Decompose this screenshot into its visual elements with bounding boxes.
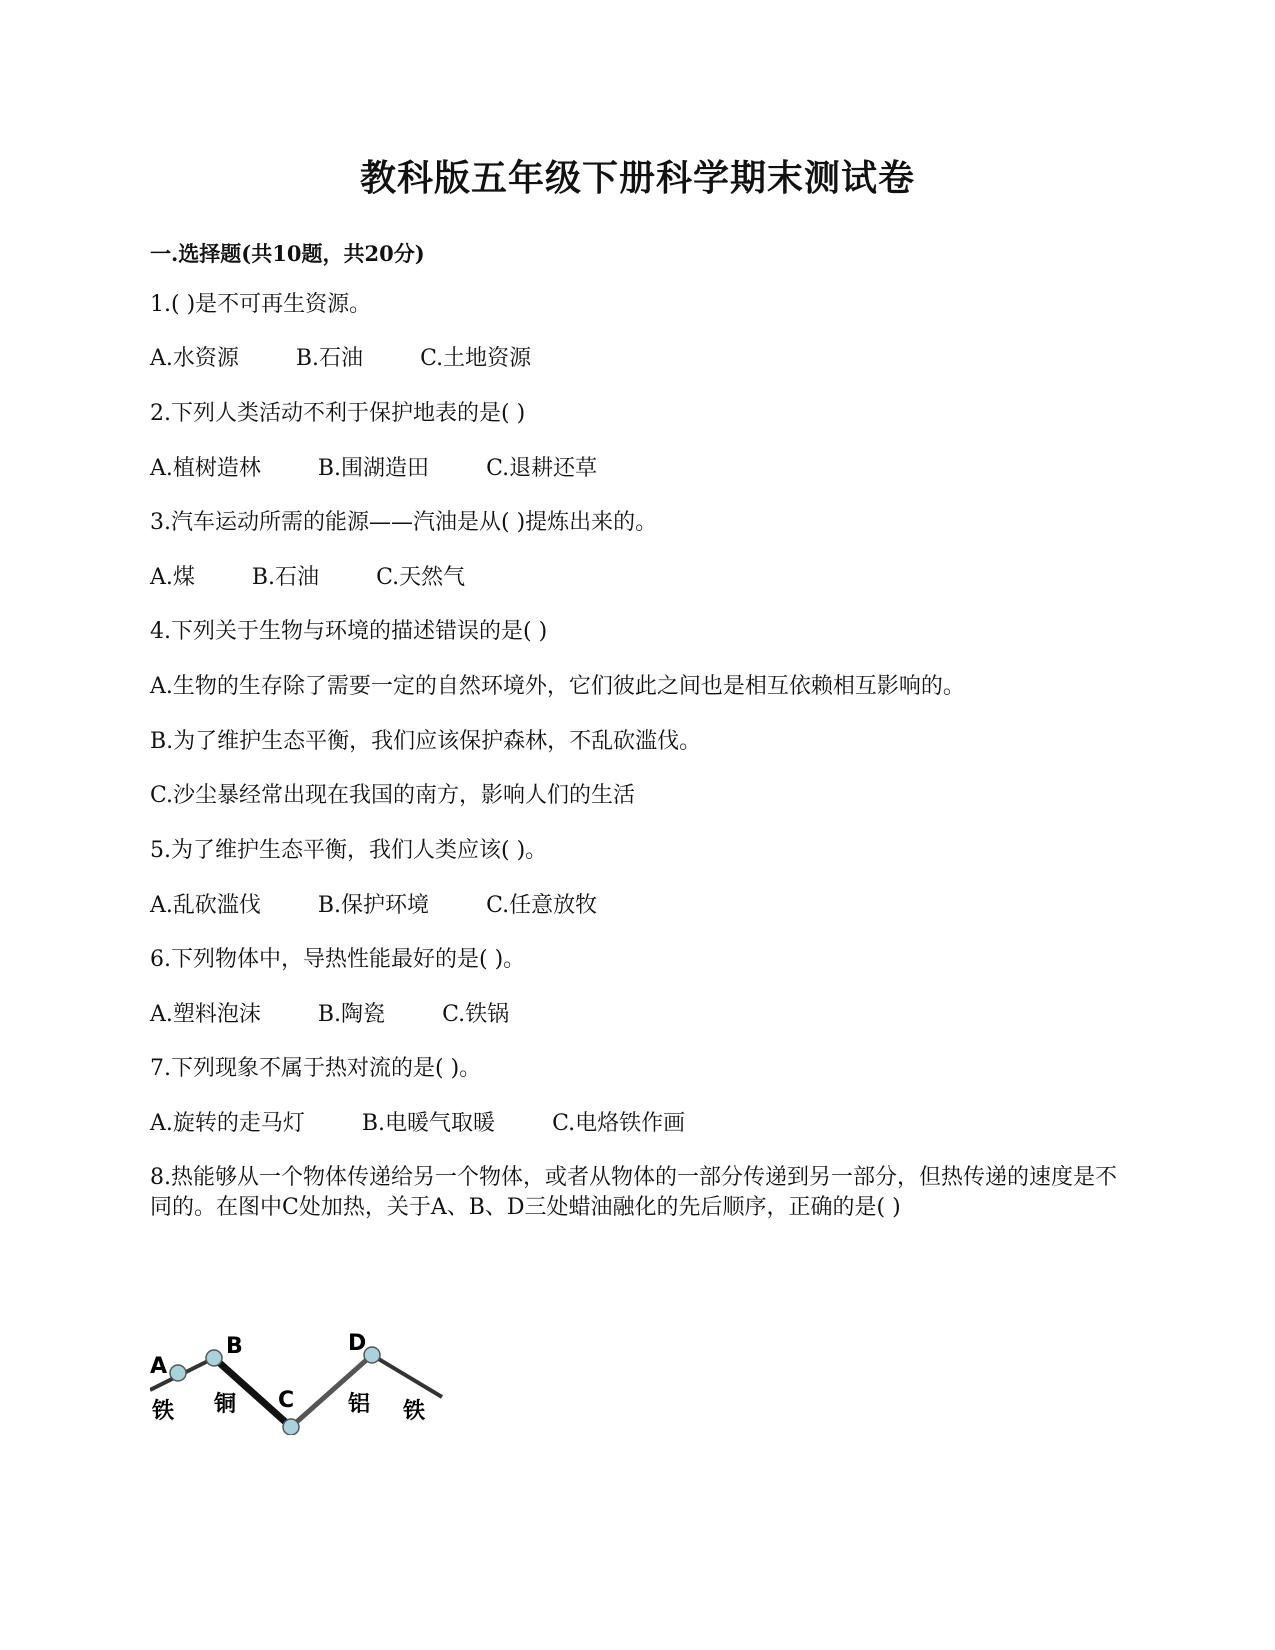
question-8: 8.热能够从一个物体传递给另一个物体，或者从物体的一部分传递到另一部分，但热传递的速度是不同的。在图中C处加热，关于A、B、D三处蜡油融化的先后顺序，正确的是( ) — [150, 1165, 1117, 1220]
label-c: C — [278, 1388, 295, 1413]
option-c: C.天然气 — [376, 565, 466, 590]
option-a: A.水资源 — [150, 346, 239, 371]
question-6: 6.下列物体中，导热性能最好的是( )。 — [150, 947, 526, 972]
page-title: 教科版五年级下册科学期末测试卷 — [359, 157, 915, 199]
question-1: 1.( )是不可再生资源。 — [150, 292, 372, 317]
question-3: 3.汽车运动所需的能源——汽油是从( )提炼出来的。 — [150, 510, 658, 535]
option-b: B.石油 — [251, 565, 320, 590]
question-2: 2.下列人类活动不利于保护地表的是( ) — [150, 401, 526, 426]
question-2-options — [150, 454, 597, 484]
question-7: 7.下列现象不属于热对流的是( )。 — [150, 1056, 482, 1081]
wax-dot-c — [283, 1419, 299, 1435]
question-5: 5.为了维护生态平衡，我们人类应该( )。 — [150, 838, 548, 863]
question-1-options — [150, 344, 531, 374]
metal-label-copper: 铜 — [214, 1392, 237, 1417]
label-d: D — [348, 1331, 367, 1356]
option-c: C.铁锅 — [442, 1002, 510, 1027]
question-3-options — [150, 563, 465, 593]
question-4: 4.下列关于生物与环境的描述错误的是( ) — [150, 619, 548, 644]
label-a: A — [150, 1354, 168, 1379]
section-heading: 一.选择题(共10题，共20分) — [150, 241, 425, 266]
wax-dot-a — [170, 1365, 186, 1381]
option-c: C.退耕还草 — [486, 456, 598, 481]
option-b: B.陶瓷 — [317, 1002, 386, 1027]
label-b: B — [226, 1334, 243, 1359]
option-a: A.煤 — [150, 565, 195, 590]
metal-label-iron-left: 铁 — [152, 1399, 175, 1424]
option-a: A.乱砍滥伐 — [150, 893, 261, 918]
option-c: C.任意放牧 — [486, 893, 598, 918]
question-5-options — [150, 891, 597, 921]
wax-dot-b — [206, 1350, 222, 1366]
question-7-options — [150, 1109, 685, 1139]
option-c: C.电烙铁作画 — [552, 1111, 686, 1136]
question-4-option-b: B.为了维护生态平衡，我们应该保护森林，不乱砍滥伐。 — [150, 729, 702, 754]
wax-dot-d — [364, 1347, 380, 1363]
option-a: A.植树造林 — [150, 456, 261, 481]
iron-rod-right — [372, 1355, 442, 1397]
option-b: B.电暖气取暖 — [361, 1111, 496, 1136]
question-6-options — [150, 1000, 509, 1030]
question-4-option-a: A.生物的生存除了需要一定的自然环境外，它们彼此之间也是相互依赖相互影响的。 — [150, 674, 965, 699]
option-b: B.围湖造田 — [317, 456, 430, 481]
option-b: B.石油 — [295, 346, 364, 371]
metal-label-aluminum: 铝 — [348, 1392, 371, 1417]
option-a: A.塑料泡沫 — [150, 1002, 261, 1027]
heat-conduction-diagram — [150, 1325, 470, 1435]
question-4-option-c: C.沙尘暴经常出现在我国的南方，影响人们的生活 — [150, 783, 636, 808]
option-a: A.旋转的走马灯 — [150, 1111, 305, 1136]
metal-label-iron-right: 铁 — [403, 1399, 426, 1424]
option-b: B.保护环境 — [317, 893, 430, 918]
option-c: C.土地资源 — [420, 346, 532, 371]
